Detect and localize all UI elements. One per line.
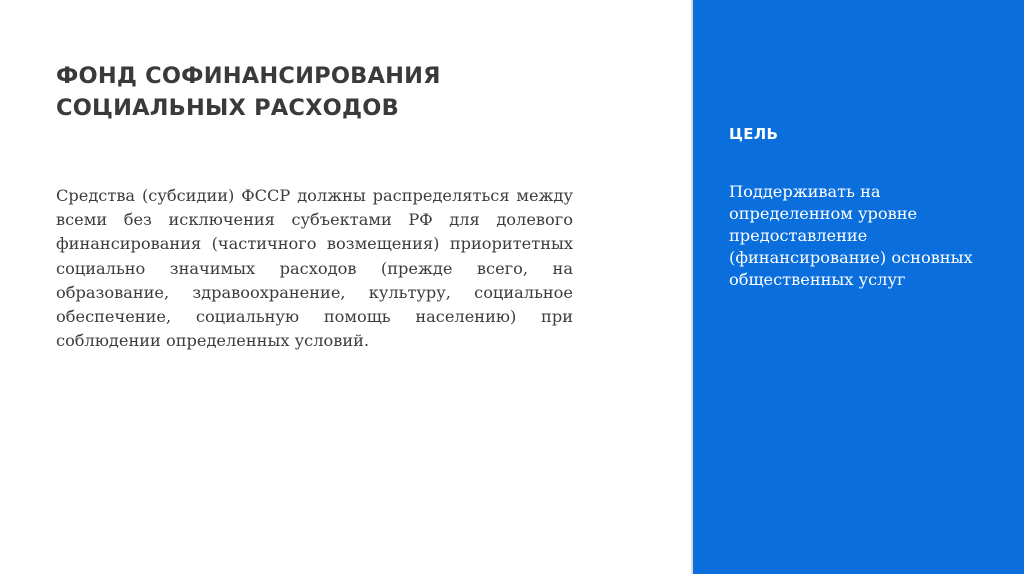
body-paragraph: Средства (субсидии) ФССР должны распределяться между всеми без исключения субъектами РФ для долевого финансирования (частичного возмещения) приоритетных социально значимых расходов (прежде всего, на образование, здравоохранение, культуру, социальное обеспечение, социальную помощь населению) при соблюдении определенных условий.: [56, 186, 573, 351]
goal-description: Поддерживать на определенном уровне предоставление (финансирование) основных общественных услуг: [729, 182, 973, 289]
slide-title: ФОНД СОФИНАНСИРОВАНИЯ СОЦИАЛЬНЫХ РАСХОДОВ: [56, 63, 441, 121]
goal-panel: [693, 0, 1024, 574]
goal-heading: ЦЕЛЬ: [729, 125, 779, 143]
